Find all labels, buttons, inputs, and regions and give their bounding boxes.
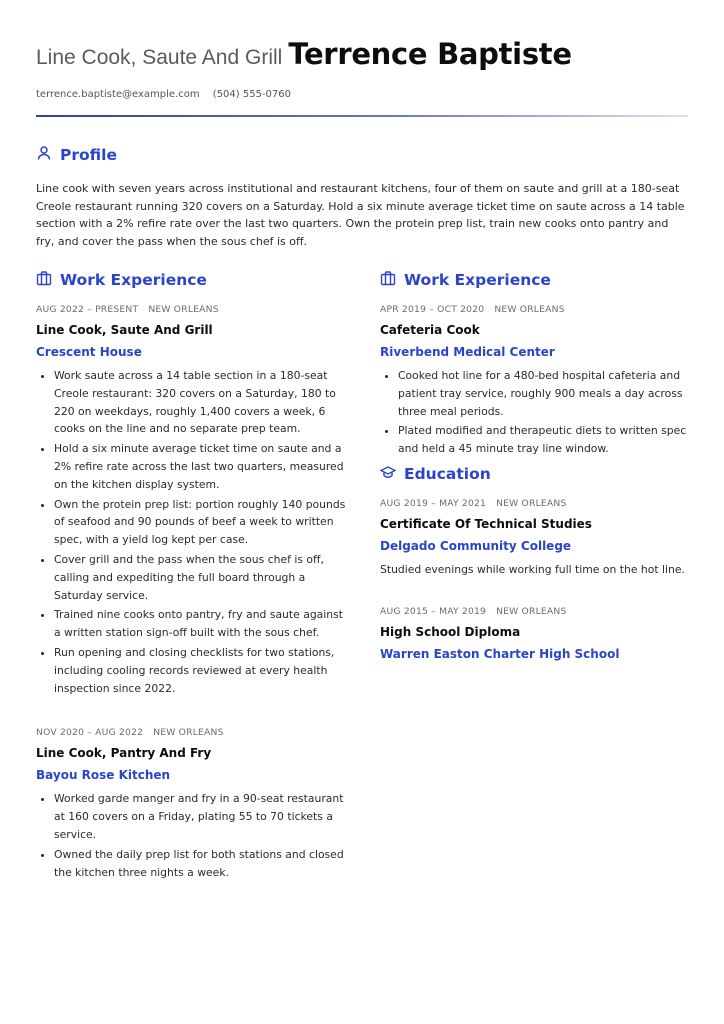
education-heading-label: Education <box>404 464 491 483</box>
profile-summary: Line cook with seven years across institutional and restaurant kitchens, four of them on saute and grill at a 180-seat Creole restaurant running 320 covers on a Saturday. Hold a six minute average ticket time on saute across a 14 table section with a 2% refire rate over the last two quarters. Own the protein prep list, train new cooks onto pantry and fry, and cover the pass when the sous chef is off. <box>36 182 685 248</box>
job-bullet: • Cover grill and the pass when the sous chef is off, calling and expediting the full board through a Saturday service. <box>54 551 348 604</box>
job-entry <box>380 304 688 458</box>
job-meta <box>36 304 348 315</box>
job-bullet: • Trained nine cooks onto pantry, fry and saute against a written station sign-off built with the sous chef. <box>54 606 348 642</box>
graduation-cap-icon <box>380 464 396 484</box>
job-role: Line Cook, Pantry And Fry <box>36 746 212 761</box>
spacer <box>36 699 348 713</box>
phone-number: (504) 555-0760 <box>212 89 292 100</box>
job-dates: AUG 2022 – PRESENT <box>36 304 139 315</box>
briefcase-icon <box>380 270 396 290</box>
person-name: Terrence Baptiste <box>288 37 572 71</box>
job-employer: Crescent House <box>36 345 142 359</box>
education-degree: High School Diploma <box>380 625 521 640</box>
job-bullet: • Cooked hot line for a 480-bed hospital cafeteria and patient tray service, roughly 900 meals a day across three meal periods. <box>398 367 688 420</box>
left-column <box>36 270 348 883</box>
job-bullet: • Own the protein prep list: portion roughly 140 pounds of seafood and 90 pounds of beef a week to written spec, with a yield log kept per case. <box>54 496 348 549</box>
job-bullet: • Run opening and closing checklists for two stations, including cooling records reviewed at every health inspection since 2022. <box>54 644 348 697</box>
education-degree: Certificate Of Technical Studies <box>380 516 592 531</box>
job-location: NEW ORLEANS <box>148 304 219 315</box>
profile-heading-label: Profile <box>60 146 117 164</box>
work-experience-heading <box>36 270 348 290</box>
header-divider <box>36 115 688 117</box>
resume-header <box>36 34 688 100</box>
profile-section <box>36 145 688 250</box>
job-bullets <box>36 367 348 697</box>
education-meta <box>380 498 688 509</box>
education-entry <box>380 606 688 661</box>
work-experience-heading <box>380 270 688 290</box>
education-meta <box>380 606 688 617</box>
education-dates: AUG 2015 – MAY 2019 <box>380 606 487 618</box>
job-bullet: • Worked garde manger and fry in a 90-seat restaurant at 160 covers on a Friday, plating 55 to 70 tickets a service. <box>54 790 348 843</box>
job-bullets <box>380 367 688 458</box>
spacer <box>380 578 688 592</box>
job-employer: Bayou Rose Kitchen <box>36 768 171 783</box>
job-bullet: • Owned the daily prep list for both stations and closed the kitchen three nights a week. <box>54 846 348 882</box>
right-column <box>380 270 688 661</box>
job-role: Cafeteria Cook <box>380 323 480 337</box>
job-meta <box>380 304 688 315</box>
briefcase-icon <box>36 270 52 290</box>
job-dates: APR 2019 – OCT 2020 <box>380 304 485 315</box>
profile-heading <box>36 145 688 165</box>
job-entry <box>36 304 348 697</box>
education-heading <box>380 464 688 484</box>
education-school: Delgado Community College <box>380 538 572 553</box>
contact-line <box>36 89 688 100</box>
email-link[interactable]: terrence.baptiste@example.com <box>36 89 200 100</box>
job-bullets <box>36 790 348 881</box>
job-entry <box>36 727 348 881</box>
job-bullet: • Plated modified and therapeutic diets to written spec and held a 45 minute tray line window. <box>398 422 688 458</box>
job-dates: NOV 2020 – AUG 2022 <box>36 727 144 739</box>
work-experience-heading-label: Work Experience <box>60 271 207 289</box>
job-meta <box>36 727 348 738</box>
job-location: NEW ORLEANS <box>494 304 565 315</box>
job-location: NEW ORLEANS <box>153 727 224 739</box>
education-note: Studied evenings while working full time on the hot line. <box>380 562 685 576</box>
education-location: NEW ORLEANS <box>496 606 567 618</box>
education-entry <box>380 498 688 579</box>
job-role: Line Cook, Saute And Grill <box>36 323 213 337</box>
user-icon <box>36 145 52 165</box>
work-experience-heading-label: Work Experience <box>404 271 551 289</box>
title-line <box>36 34 688 79</box>
education-location: NEW ORLEANS <box>496 497 567 509</box>
job-bullet: • Hold a six minute average ticket time on saute and a 2% refire rate across the last two quarters, measured on the kitchen display system. <box>54 440 348 493</box>
job-employer: Riverbend Medical Center <box>380 345 555 359</box>
education-dates: AUG 2019 – MAY 2021 <box>380 497 487 509</box>
job-title: Line Cook, Saute And Grill <box>36 46 283 69</box>
education-school: Warren Easton Charter High School <box>380 647 620 662</box>
job-bullet: • Work saute across a 14 table section in a 180-seat Creole restaurant: 320 covers on a Saturday, 180 to 220 on weekdays, roughly 1,400 covers a week, 6 cooks on the line and no separate prep team. <box>54 367 348 438</box>
